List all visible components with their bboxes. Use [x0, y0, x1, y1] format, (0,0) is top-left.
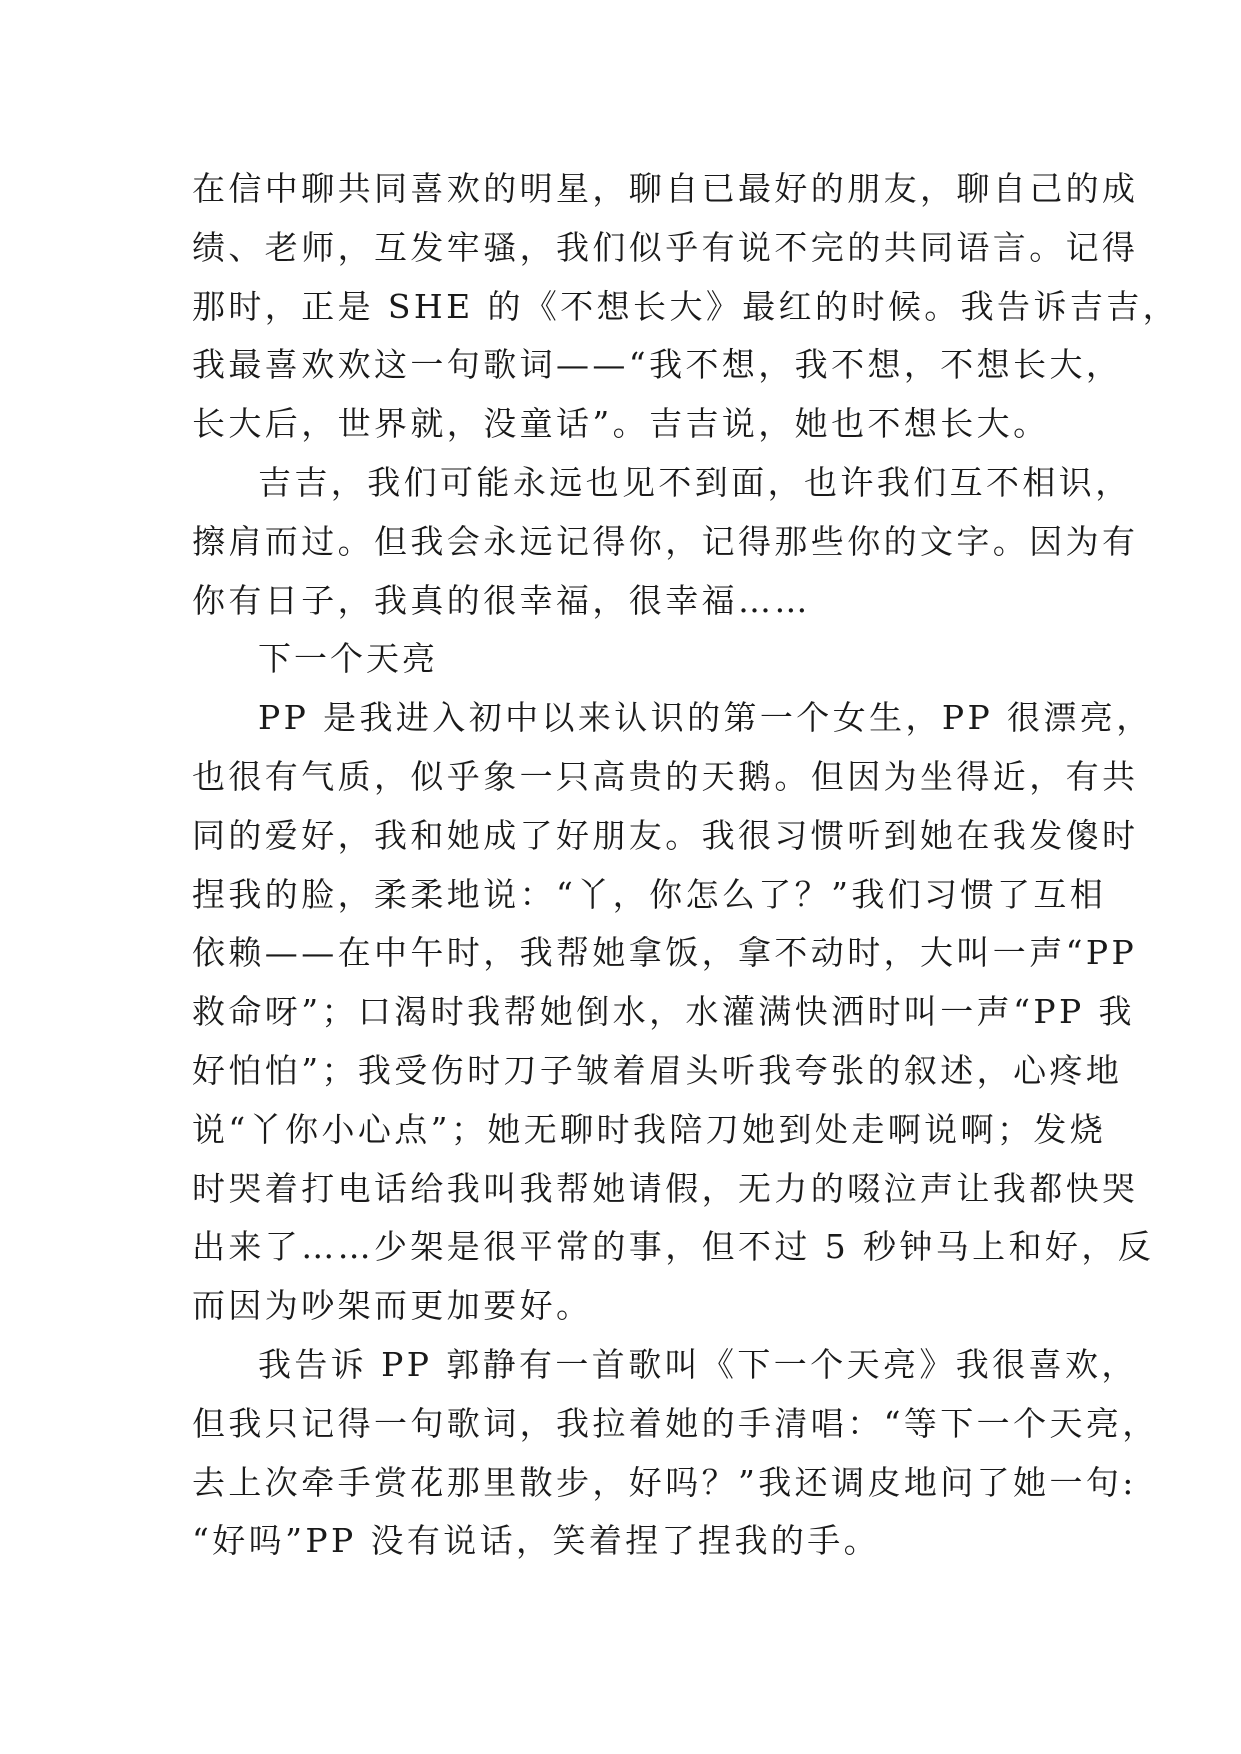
text-line: 绩、老师，互发牢骚，我们似乎有说不完的共同语言。记得 — [192, 227, 1139, 267]
paragraph-first-line: 吉吉，我们可能永远也见不到面，也许我们互不相识， — [258, 462, 1132, 502]
text-line: 也很有气质，似乎象一只高贵的天鹅。但因为坐得近，有共 — [192, 756, 1139, 796]
text-line: 依赖——在中午时，我帮她拿饭，拿不动时，大叫一声“PP — [192, 933, 1138, 973]
text-line: 而因为吵架而更加要好。 — [192, 1286, 593, 1326]
text-line: 出来了……少架是很平常的事，但不过 5 秒钟马上和好，反 — [192, 1227, 1155, 1267]
text-line: 时哭着打电话给我叫我帮她请假，无力的啜泣声让我都快哭 — [192, 1168, 1139, 1208]
text-line: 长大后，世界就，没童话”。吉吉说，她也不想长大。 — [192, 404, 1050, 444]
text-line: 去上次牵手赏花那里散步，好吗？”我还调皮地问了她一句: — [192, 1462, 1137, 1502]
text-line: 救命呀”；口渴时我帮她倒水，水灌满快洒时叫一声“PP 我 — [192, 992, 1135, 1032]
section-heading: 下一个天亮 — [258, 639, 438, 679]
text-line: 说“丫你小心点”；她无聊时我陪刀她到处走啊说啊；发烧 — [192, 1109, 1107, 1149]
text-line: 但我只记得一句歌词，我拉着她的手清唱：“等下一个天亮， — [192, 1403, 1159, 1443]
text-line: 擦肩而过。但我会永远记得你，记得那些你的文字。因为有 — [192, 521, 1139, 561]
text-line: 你有日子，我真的很幸福，很幸福…… — [192, 580, 811, 620]
paragraph-first-line: 我告诉 PP 郭静有一首歌叫《下一个天亮》我很喜欢， — [258, 1344, 1138, 1384]
text-line: 捏我的脸，柔柔地说：“丫，你怎么了？”我们习惯了互相 — [192, 874, 1107, 914]
text-line: “好吗”PP 没有说话，笑着捏了捏我的手。 — [192, 1521, 881, 1561]
paragraph-first-line: PP 是我进入初中以来认识的第一个女生，PP 很漂亮， — [258, 698, 1153, 738]
text-line: 同的爱好，我和她成了好朋友。我很习惯听到她在我发傻时 — [192, 815, 1139, 855]
text-line: 在信中聊共同喜欢的明星，聊自已最好的朋友，聊自己的成 — [192, 169, 1139, 208]
document-body — [192, 160, 1180, 1571]
text-line: 好怕怕”；我受伤时刀子皱着眉头听我夸张的叙述，心疼地 — [192, 1050, 1123, 1090]
text-line: 我最喜欢欢这一句歌词——“我不想，我不想，不想长大， — [192, 345, 1123, 385]
text-line: 那时，正是 SHE 的《不想长大》最红的时候。我告诉吉吉， — [192, 286, 1180, 326]
